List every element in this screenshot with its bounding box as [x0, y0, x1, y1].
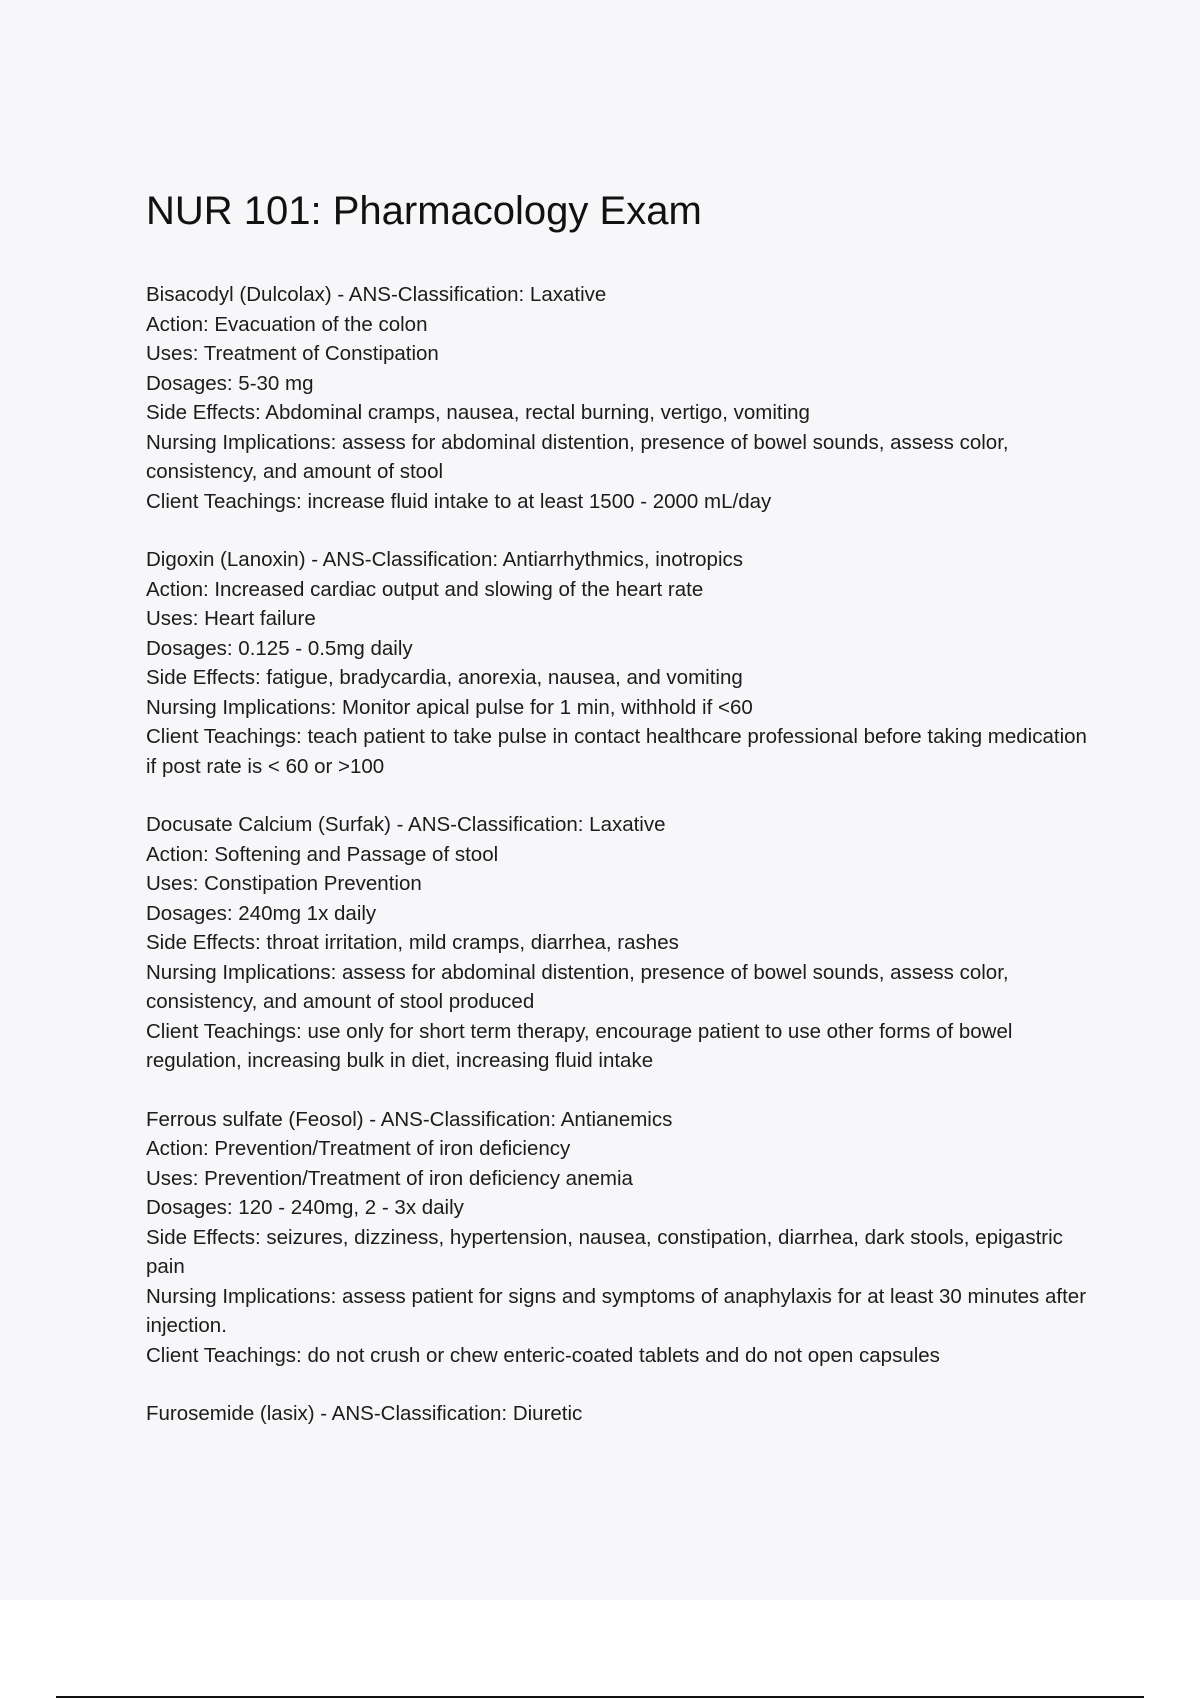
drug-heading: Furosemide (lasix) - ANS-Classification: Diuretic	[146, 1402, 583, 1425]
document-content	[146, 186, 1096, 1458]
drug-dosages: Dosages: 240mg 1x daily	[146, 901, 377, 925]
drug-dosages: Dosages: 0.125 - 0.5mg daily	[146, 636, 413, 660]
drug-entry-furosemide	[146, 1399, 1096, 1429]
drug-action: Action: Softening and Passage of stool	[146, 842, 499, 866]
drug-nursing-implications: Nursing Implications: Monitor apical pulse for 1 min, withhold if <60	[146, 695, 753, 719]
drug-action: Action: Increased cardiac output and slowing of the heart rate	[146, 577, 704, 601]
page-title: NUR 101: Pharmacology Exam	[146, 189, 702, 233]
drug-nursing-implications: Nursing Implications: assess for abdominal distention, presence of bowel sounds, assess color, consistency, and amount of stool produced	[146, 960, 1009, 1013]
drug-client-teachings: Client Teachings: teach patient to take pulse in contact healthcare professional before taking medication if post rate is < 60 or >100	[146, 725, 1087, 778]
drug-heading: Bisacodyl (Dulcolax) - ANS-Classification: Laxative	[146, 283, 607, 306]
drug-action: Action: Prevention/Treatment of iron deficiency	[146, 1137, 571, 1160]
drug-dosages: Dosages: 5-30 mg	[146, 371, 314, 395]
drug-uses: Uses: Constipation Prevention	[146, 872, 422, 895]
drug-nursing-implications: Nursing Implications: assess patient for signs and symptoms of anaphylaxis for at least 30 minutes after injection.	[146, 1284, 1087, 1337]
drug-uses: Uses: Prevention/Treatment of iron deficiency anemia	[146, 1166, 633, 1190]
drug-heading: Ferrous sulfate (Feosol) - ANS-Classification: Antianemics	[146, 1107, 673, 1131]
drug-heading: Docusate Calcium (Surfak) - ANS-Classification: Laxative	[146, 813, 666, 836]
drug-action: Action: Evacuation of the colon	[146, 312, 428, 336]
drug-nursing-implications: Nursing Implications: assess for abdominal distention, presence of bowel sounds, assess color, consistency, and amount of stool	[146, 430, 1009, 483]
footer-divider	[56, 1696, 1144, 1698]
drug-side-effects: Side Effects: seizures, dizziness, hypertension, nausea, constipation, diarrhea, dark stools, epigastric pain	[146, 1225, 1063, 1278]
drug-uses: Uses: Heart failure	[146, 607, 316, 630]
drug-client-teachings: Client Teachings: do not crush or chew enteric-coated tablets and do not open capsules	[146, 1343, 940, 1367]
drug-entry-docusate-calcium	[146, 810, 1096, 1076]
drug-side-effects: Side Effects: fatigue, bradycardia, anorexia, nausea, and vomiting	[146, 666, 743, 689]
drug-entry-digoxin	[146, 545, 1096, 781]
drug-heading: Digoxin (Lanoxin) - ANS-Classification: Antiarrhythmics, inotropics	[146, 548, 744, 571]
drug-dosages: Dosages: 120 - 240mg, 2 - 3x daily	[146, 1196, 464, 1219]
drug-side-effects: Side Effects: throat irritation, mild cramps, diarrhea, rashes	[146, 931, 679, 954]
drug-client-teachings: Client Teachings: increase fluid intake to at least 1500 - 2000 mL/day	[146, 489, 772, 513]
drug-uses: Uses: Treatment of Constipation	[146, 342, 439, 365]
drug-side-effects: Side Effects: Abdominal cramps, nausea, rectal burning, vertigo, vomiting	[146, 401, 810, 424]
drug-client-teachings: Client Teachings: use only for short term therapy, encourage patient to use other forms of bowel regulation, increasing bulk in diet, increasing fluid intake	[146, 1019, 1013, 1072]
drug-entry-ferrous-sulfate	[146, 1105, 1096, 1371]
drug-entry-bisacodyl	[146, 280, 1096, 516]
